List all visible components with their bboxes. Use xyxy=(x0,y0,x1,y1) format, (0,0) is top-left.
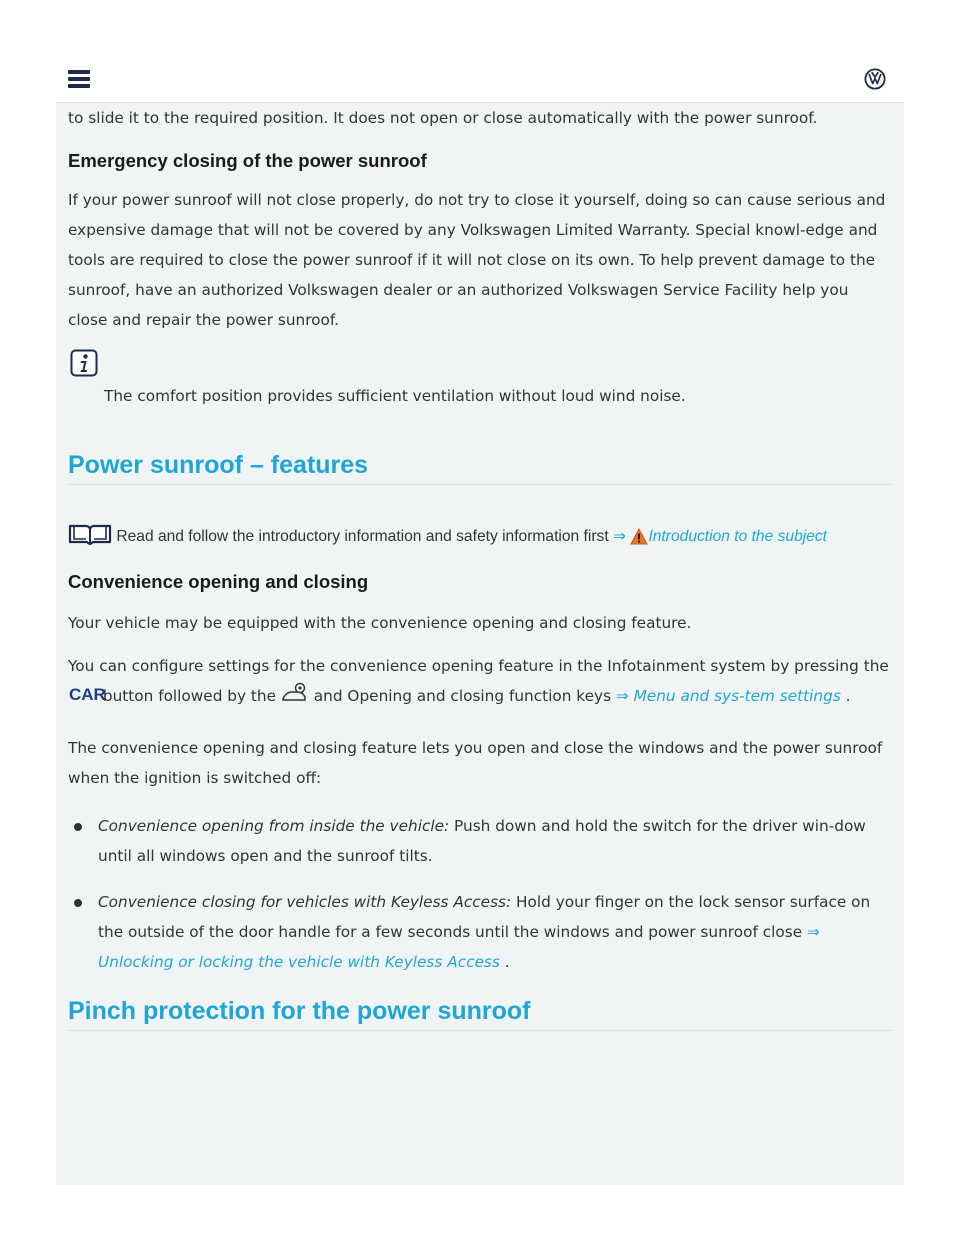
vw-logo-icon[interactable] xyxy=(864,68,886,90)
convenience-paragraph-3: The convenience opening and closing feature lets you open and close the windows and the power sunroof when the ignition is switched off: xyxy=(68,739,883,787)
info-note-icon xyxy=(70,349,98,377)
emergency-paragraph: If your power sunroof will not close properly, do not try to close it yourself, doing so can cause serious and expensive damage that will not be covered by any Volkswagen Limited Warranty. Special knowl-edge and tools are required to close the power sunroof if it will not close on its own. To help prevent damage to the sunroof, have an authorized Volkswagen dealer or an authorized Volkswagen Service Facility help you close and repair the power sunroof. xyxy=(68,191,886,329)
bullet-text: Hold your finger on the lock sensor surface on the outside of the door handle for a few seconds until the windows and power sunroof close xyxy=(98,893,871,941)
features-heading: Power sunroof – features xyxy=(68,451,892,485)
warning-triangle-icon xyxy=(630,528,648,545)
top-bar xyxy=(56,56,904,103)
emergency-closing-heading: Emergency closing of the power sunroof xyxy=(68,150,427,171)
car-button-icon xyxy=(68,683,106,704)
introduction-link[interactable]: Introduction to the subject xyxy=(648,528,828,545)
bullet-text: Push down and hold the switch for the driver win-dow until all windows open and the sunroof tilts. xyxy=(98,817,866,865)
bullet-label: Convenience closing for vehicles with Keyless Access: xyxy=(98,893,512,911)
convenience-paragraph-1: Your vehicle may be equipped with the convenience opening and closing feature. xyxy=(68,614,692,632)
p2-end: . xyxy=(845,687,851,705)
hamburger-menu-icon[interactable] xyxy=(68,70,90,88)
car-button-label: CAR xyxy=(69,685,106,704)
note-block xyxy=(68,349,892,407)
p2-text-b: button followed by the xyxy=(102,687,277,705)
note-text: The comfort position provides sufficient ventilation without loud wind noise. xyxy=(104,387,686,405)
manual-page xyxy=(56,103,904,1185)
convenience-bullet-list xyxy=(68,811,892,977)
menu-settings-link[interactable]: ⇒ Menu and sys-tem settings xyxy=(615,687,841,705)
p2-text-c: and Opening and closing function keys xyxy=(313,687,612,705)
continued-paragraph: to slide it to the required position. It does not open or close automatically with the power sunroof. xyxy=(68,109,818,127)
pinch-protection-heading: Pinch protection for the power sunroof xyxy=(68,997,892,1031)
convenience-paragraph-2 xyxy=(68,651,892,711)
keyless-access-link[interactable]: ⇒ Unlocking or locking the vehicle with Keyless Access xyxy=(98,923,820,971)
bullet-label: Convenience opening from inside the vehicle: xyxy=(98,817,450,835)
read-first-text: Read and follow the introductory information and safety information first xyxy=(116,528,609,545)
open-book-icon xyxy=(68,523,112,545)
list-item xyxy=(68,811,892,871)
read-first-notice xyxy=(68,523,892,551)
list-item xyxy=(68,887,892,977)
read-first-arrow: ⇒ xyxy=(613,528,627,545)
car-settings-icon xyxy=(281,681,309,703)
bullet-end: . xyxy=(504,953,510,971)
convenience-heading: Convenience opening and closing xyxy=(68,571,369,592)
p2-text-a: You can configure settings for the convenience opening feature in the Infotainment system by pressing the xyxy=(68,657,889,675)
